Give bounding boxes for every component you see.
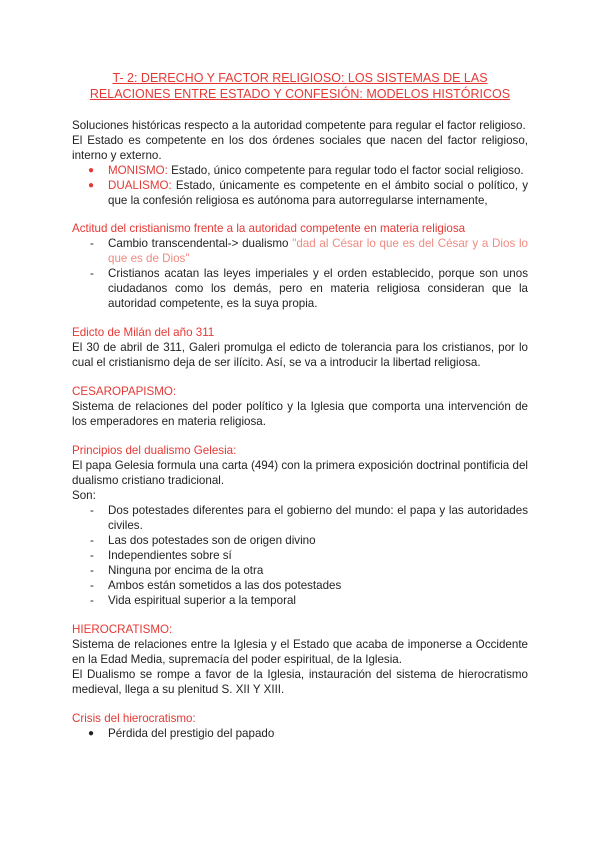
gelesia-son: Son: xyxy=(72,489,96,502)
bullet-icon: ● xyxy=(88,180,95,191)
dash-icon: - xyxy=(90,594,94,607)
section-crisis xyxy=(72,711,528,741)
section-actitud xyxy=(72,221,528,311)
term-dualismo: DUALISMO: xyxy=(108,179,172,192)
document-title xyxy=(72,70,528,102)
dash-icon: - xyxy=(90,564,94,577)
section-hierocratismo xyxy=(72,622,528,697)
section-gelesia xyxy=(72,443,528,608)
bullet-icon: ● xyxy=(88,165,95,176)
edicto-paragraph: El 30 de abril de 311, Galeri promulga el edicto de tolerancia para los cristianos, por lo cual el cristianismo deja de ser ilícito. Así, se va a introducir la libertad religiosa. xyxy=(72,341,528,369)
title-line-2: RELACIONES ENTRE ESTADO Y CONFESIÓN: MODELOS HISTÓRICOS xyxy=(89,87,511,101)
actitud-list xyxy=(72,236,528,311)
section-edicto xyxy=(72,325,528,370)
dash-icon: - xyxy=(90,504,94,517)
hierocratismo-paragraph-2: El Dualismo se rompe a favor de la Iglesia, instauración del sistema de hierocratismo medieval, llega a su plenitud S. XII Y XIII. xyxy=(72,668,528,696)
intro-paragraph-1: Soluciones históricas respecto a la autoridad competente para regular el factor religioso. xyxy=(72,119,526,132)
heading-gelesia: Principios del dualismo Gelesia: xyxy=(72,444,237,457)
cesaropapismo-paragraph: Sistema de relaciones del poder político y la Iglesia que comporta una intervención de los emperadores en materia religiosa. xyxy=(72,400,528,428)
heading-actitud: Actitud del cristianismo frente a la autoridad competente en materia religiosa xyxy=(72,222,466,235)
list-item xyxy=(72,593,528,608)
title-line-1: T- 2: DERECHO Y FACTOR RELIGIOSO: LOS SISTEMAS DE LAS xyxy=(112,71,488,85)
list-item-monismo xyxy=(72,163,528,178)
actitud-item-2-text: Cristianos acatan las leyes imperiales y el orden establecido, porque son unos ciudadanos como los demás, pero en materia religiosa consideran que la autoridad competente, es la suya propia. xyxy=(108,267,528,310)
dash-icon: - xyxy=(90,549,94,562)
list-item xyxy=(72,236,528,266)
gelesia-item-text: Las dos potestades son de origen divino xyxy=(108,534,316,547)
heading-edicto: Edicto de Milán del año 311 xyxy=(72,326,215,339)
heading-hierocratismo: HIEROCRATISMO: xyxy=(72,623,173,636)
crisis-list xyxy=(72,726,528,741)
gelesia-item-text: Ninguna por encima de la otra xyxy=(108,564,264,577)
list-item xyxy=(72,578,528,593)
intro-list xyxy=(72,163,528,208)
actitud-item-1-quote: "dad al César lo que es del César y a Dios lo que es de Dios" xyxy=(108,237,528,265)
gelesia-item-text: Ambos están sometidos a las dos potestades xyxy=(108,579,342,592)
list-item xyxy=(72,563,528,578)
hierocratismo-paragraph-1: Sistema de relaciones entre la Iglesia y el Estado que acaba de imponerse a Occidente en la Edad Media, supremacía del poder espiritual, de la Iglesia. xyxy=(72,638,528,666)
gelesia-list xyxy=(72,503,528,608)
list-item xyxy=(72,548,528,563)
intro-section xyxy=(72,118,528,208)
actitud-item-1-text: Cambio transcendental-> dualismo xyxy=(108,237,293,250)
term-monismo: MONISMO: xyxy=(108,164,168,177)
list-item xyxy=(72,266,528,311)
dash-icon: - xyxy=(90,534,94,547)
section-cesaropapismo xyxy=(72,384,528,429)
heading-cesaropapismo: CESAROPAPISMO: xyxy=(72,385,177,398)
list-item xyxy=(72,503,528,533)
dash-icon: - xyxy=(90,237,94,250)
definition-dualismo: Estado, únicamente es competente en el ámbito social o político, y que la confesión religiosa es autónoma para autorregularse internamente, xyxy=(108,179,528,207)
gelesia-item-text: Independientes sobre sí xyxy=(108,549,232,562)
crisis-item-text: Pérdida del prestigio del papado xyxy=(108,727,275,740)
intro-paragraph-2: El Estado es competente en los dos órdenes sociales que nacen del factor religioso, interno y externo. xyxy=(72,134,528,162)
gelesia-item-text: Dos potestades diferentes para el gobierno del mundo: el papa y las autoridades civiles. xyxy=(108,504,528,532)
dash-icon: - xyxy=(90,579,94,592)
definition-monismo: Estado, único competente para regular todo el factor social religioso. xyxy=(167,164,524,177)
heading-crisis: Crisis del hierocratismo: xyxy=(72,712,196,725)
gelesia-paragraph: El papa Gelesia formula una carta (494) con la primera exposición doctrinal pontificia del dualismo cristiano tradicional. xyxy=(72,459,528,487)
gelesia-item-text: Vida espiritual superior a la temporal xyxy=(108,594,296,607)
dash-icon: - xyxy=(90,267,94,280)
list-item xyxy=(72,726,528,741)
list-item-dualismo xyxy=(72,178,528,208)
list-item xyxy=(72,533,528,548)
bullet-icon: ● xyxy=(88,728,95,739)
